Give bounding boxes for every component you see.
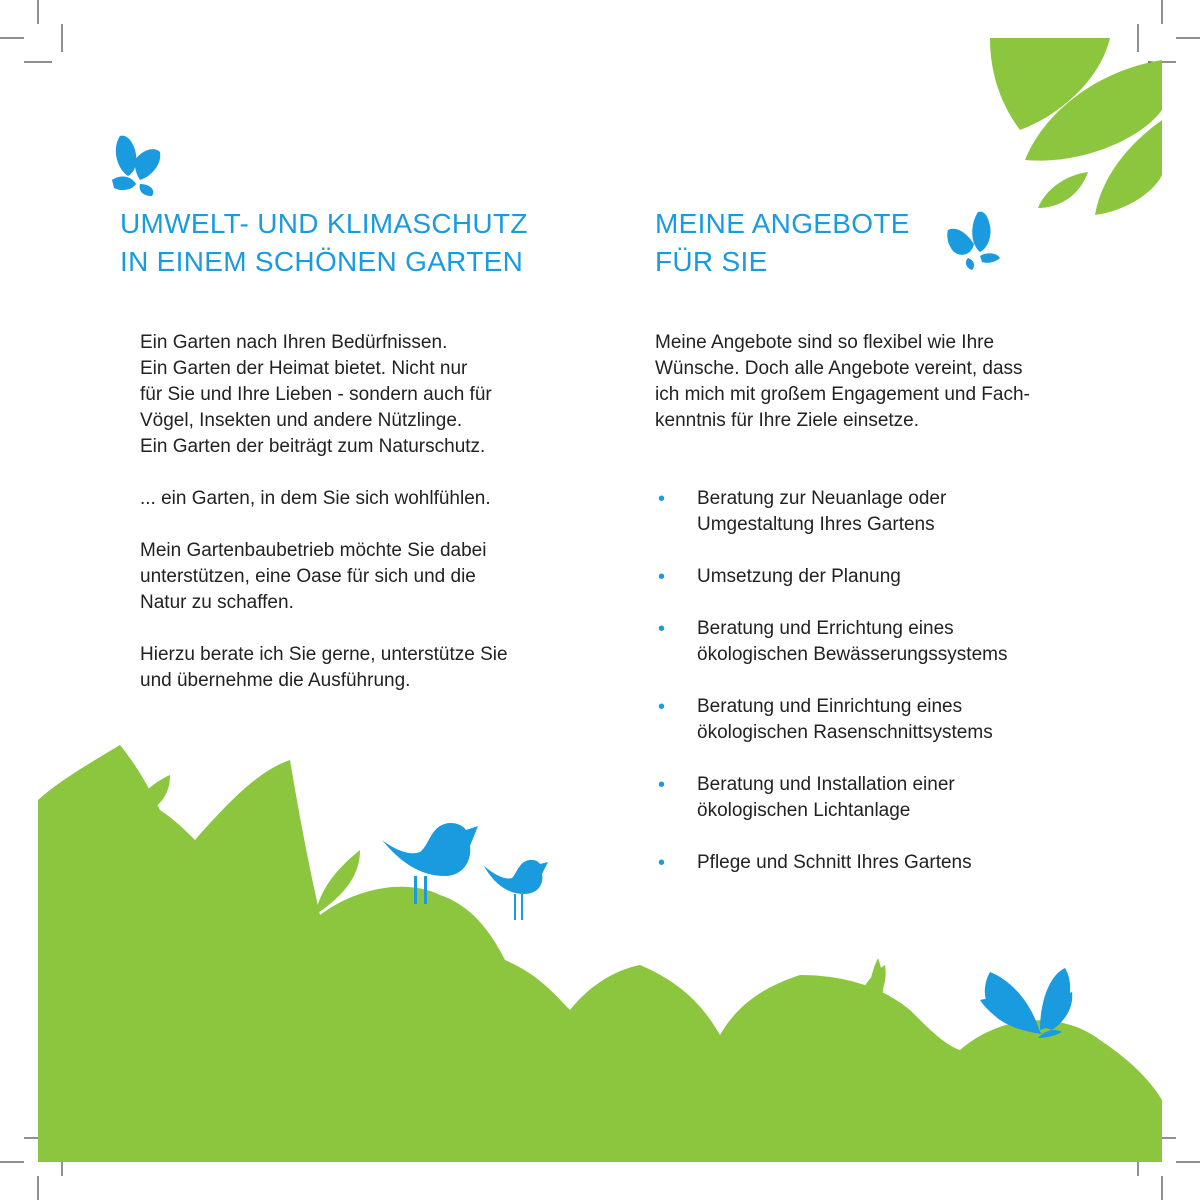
- right-heading: [655, 205, 910, 281]
- bullet-icon: •: [658, 488, 666, 510]
- text-line: ... ein Garten, in dem Sie sich wohlfühlen.: [140, 488, 491, 509]
- paragraph: [140, 486, 580, 512]
- bullet-icon: •: [658, 852, 666, 874]
- bird-icon: [484, 860, 548, 920]
- list-item: [655, 616, 1095, 668]
- right-intro: [655, 330, 1095, 460]
- text-line: unterstützen, eine Oase für sich und die: [140, 566, 476, 587]
- butterfly-icon: [947, 212, 1000, 270]
- heading-line: UMWELT- UND KLIMASCHUTZ: [120, 208, 528, 239]
- text-line: und übernehme die Ausführung.: [140, 670, 411, 691]
- list-item: [655, 486, 1095, 538]
- text-line: Hierzu berate ich Sie gerne, unterstütze Sie: [140, 644, 508, 665]
- text-line: Ein Garten nach Ihren Bedürfnissen.: [140, 332, 448, 353]
- text-line: Ein Garten der beiträgt zum Naturschutz.: [140, 436, 486, 457]
- text-line: Ein Garten der Heimat bietet. Nicht nur: [140, 358, 468, 379]
- left-body: [140, 330, 580, 720]
- bullet-icon: •: [658, 566, 666, 588]
- list-item: [655, 564, 1095, 590]
- text-line: Beratung zur Neuanlage oder: [697, 488, 947, 509]
- heading-line: IN EINEM SCHÖNEN GARTEN: [120, 246, 524, 277]
- paragraph: [140, 330, 580, 460]
- text-line: kenntnis für Ihre Ziele einsetze.: [655, 410, 920, 431]
- text-line: Umsetzung der Planung: [697, 566, 901, 587]
- list-item: [655, 850, 1095, 876]
- text-line: Wünsche. Doch alle Angebote vereint, dass: [655, 358, 1023, 379]
- text-line: ich mich mit großem Engagement und Fach-: [655, 384, 1030, 405]
- bullet-icon: •: [658, 618, 666, 640]
- text-line: Umgestaltung Ihres Gartens: [697, 514, 935, 535]
- text-line: Beratung und Errichtung eines: [697, 618, 954, 639]
- heading-line: MEINE ANGEBOTE: [655, 208, 910, 239]
- paragraph: [140, 538, 580, 616]
- text-line: ökologischen Lichtanlage: [697, 800, 911, 821]
- text-line: Vögel, Insekten und andere Nützlinge.: [140, 410, 463, 431]
- text-line: Pflege und Schnitt Ihres Gartens: [697, 852, 972, 873]
- list-item: [655, 694, 1095, 746]
- text-line: ökologischen Bewässerungssystems: [697, 644, 1008, 665]
- left-heading: [120, 205, 528, 281]
- text-line: Mein Gartenbaubetrieb möchte Sie dabei: [140, 540, 487, 561]
- butterfly-icon: [112, 136, 160, 196]
- bullet-icon: •: [658, 774, 666, 796]
- text-line: ökologischen Rasenschnittsystems: [697, 722, 993, 743]
- list-item: [655, 772, 1095, 824]
- text-line: Natur zu schaffen.: [140, 592, 294, 613]
- paragraph: [655, 330, 1095, 434]
- text-line: Meine Angebote sind so flexibel wie Ihre: [655, 332, 995, 353]
- bullet-icon: •: [658, 696, 666, 718]
- leaf-icon: [990, 38, 1162, 215]
- heading-line: FÜR SIE: [655, 246, 768, 277]
- text-line: Beratung und Einrichtung eines: [697, 696, 963, 717]
- paragraph: [140, 642, 580, 694]
- offer-list: [655, 486, 1095, 902]
- text-line: Beratung und Installation einer: [697, 774, 955, 795]
- text-line: für Sie und Ihre Lieben - sondern auch für: [140, 384, 492, 405]
